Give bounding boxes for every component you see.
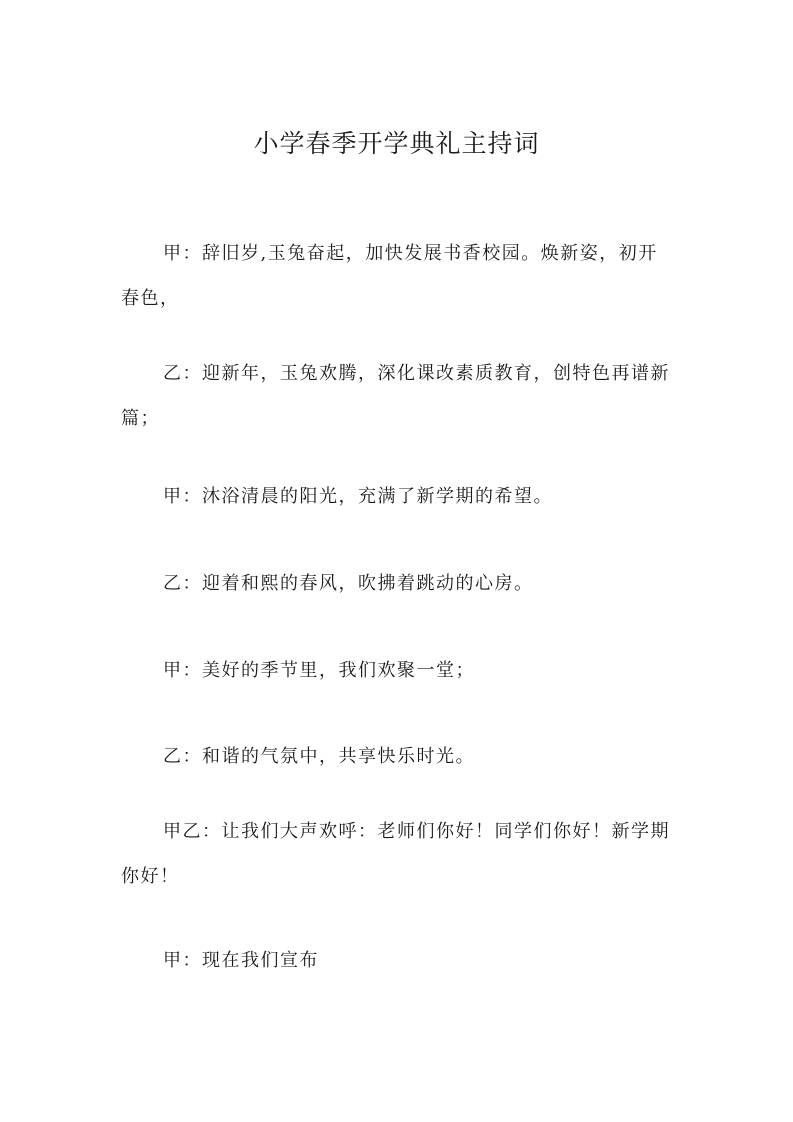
paragraph-1: 甲：辞旧岁,玉兔奋起，加快发展书香校园。焕新姿，初开春色， [121, 243, 658, 309]
paragraph-5: 甲：美好的季节里，我们欢聚一堂； [163, 660, 475, 681]
document-title: 小学春季开学典礼主持词 [253, 129, 540, 158]
paragraph-3: 甲：沐浴清晨的阳光，充满了新学期的希望。 [163, 486, 553, 507]
paragraph-2: 乙：迎新年，玉兔欢腾，深化课改素质教育，创特色再谱新篇； [121, 363, 670, 429]
paragraph-8: 甲：现在我们宣布 [163, 950, 319, 971]
paragraph-7: 甲乙：让我们大声欢呼：老师们你好！同学们你好！新学期你好！ [121, 821, 670, 887]
paragraph-4: 乙：迎着和熙的春风，吹拂着跳动的心房。 [163, 573, 534, 594]
paragraph-6: 乙：和谐的气氛中，共享快乐时光。 [163, 746, 475, 767]
